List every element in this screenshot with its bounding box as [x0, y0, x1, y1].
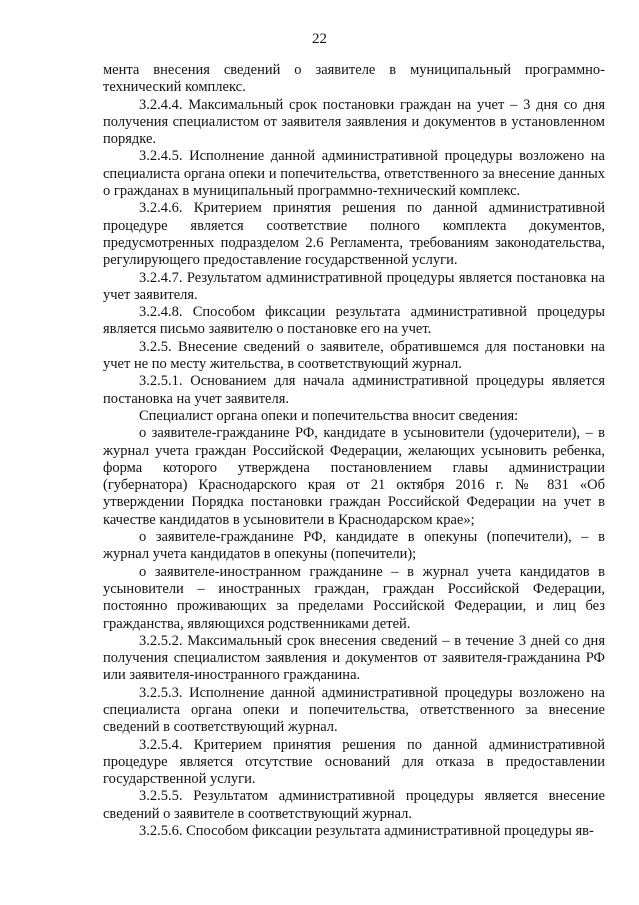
- paragraph-3-2-4-8: 3.2.4.8. Способом фиксации результата административной процедуры является письмо заявителю о постановке его на учет.: [103, 304, 605, 338]
- paragraph-continuation: мента внесения сведений о заявителе в муниципальный программно-технический комплекс.: [103, 62, 605, 96]
- paragraph-3-2-4-4: 3.2.4.4. Максимальный срок постановки граждан на учет – 3 дня со дня получения специалистом от заявителя заявления и документов в установленном порядке.: [103, 96, 605, 148]
- paragraph-3-2-5-3: 3.2.5.3. Исполнение данной административной процедуры возложено на специалиста органа опеки и попечительства, ответственного за внесение сведений в соответствующий журнал.: [103, 684, 605, 736]
- paragraph-foreigner-journal: о заявителе-иностранном гражданине – в журнал учета кандидатов в усыновители – иностранных граждан, граждан Российской Федерации, постоянно проживающих за пределами Российской Федерации, и лиц без гражданства, являющихся родственниками детей.: [103, 563, 605, 632]
- paragraph-3-2-5-4: 3.2.5.4. Критерием принятия решения по данной административной процедуре является отсутствие оснований для отказа в предоставлении государственной услуги.: [103, 736, 605, 788]
- paragraph-3-2-4-6: 3.2.4.6. Критерием принятия решения по данной административной процедуре является соответствие полного комплекта документов, предусмотренных подразделом 2.6 Регламента, требованиям законодательства, регулирующего предоставление государственной услуги.: [103, 200, 605, 269]
- paragraph-guardian-journal: о заявителе-гражданине РФ, кандидате в опекуны (попечители), – в журнал учета кандидатов в опекуны (попечители);: [103, 529, 605, 563]
- paragraph-3-2-5-5: 3.2.5.5. Результатом административной процедуры является внесение сведений о заявителе в соответствующий журнал.: [103, 788, 605, 822]
- paragraph-3-2-5-2: 3.2.5.2. Максимальный срок внесения сведений – в течение 3 дней со дня получения специалистом заявления и документов от заявителя-гражданина РФ или заявителя-иностранного гражданина.: [103, 632, 605, 684]
- paragraph-3-2-5-1: 3.2.5.1. Основанием для начала административной процедуры является постановка на учет заявителя.: [103, 373, 605, 407]
- paragraph-3-2-5: 3.2.5. Внесение сведений о заявителе, обратившемся для постановки на учет не по месту жительства, в соответствующий журнал.: [103, 338, 605, 373]
- paragraph-3-2-5-6: 3.2.5.6. Способом фиксации результата административной процедуры яв-: [139, 823, 594, 840]
- page-number: 22: [312, 31, 327, 47]
- paragraph-adopter-journal: о заявителе-гражданине РФ, кандидате в усыновители (удочерители), – в журнал учета граждан Российской Федерации, желающих усыновить ребенка, форма которого утверждена постановлением главы администрации (губернатора) Краснодарского края от 21 октября 2016 г. № 831 «Об утверждении Порядка постановки граждан Российской Федерации на учет в качестве кандидатов в усыновители в Краснодарском крае»;: [103, 425, 605, 528]
- paragraph-3-2-4-7: 3.2.4.7. Результатом административной процедуры является постановка на учет заявителя.: [103, 269, 605, 303]
- paragraph-specialist-intro: Специалист органа опеки и попечительства вносит сведения:: [139, 407, 519, 424]
- paragraph-3-2-4-5: 3.2.4.5. Исполнение данной административной процедуры возложено на специалиста органа опеки и попечительства, ответственного за внесение данных о гражданах в муниципальный программно-технический комплекс.: [103, 148, 605, 200]
- document-body: [103, 62, 605, 840]
